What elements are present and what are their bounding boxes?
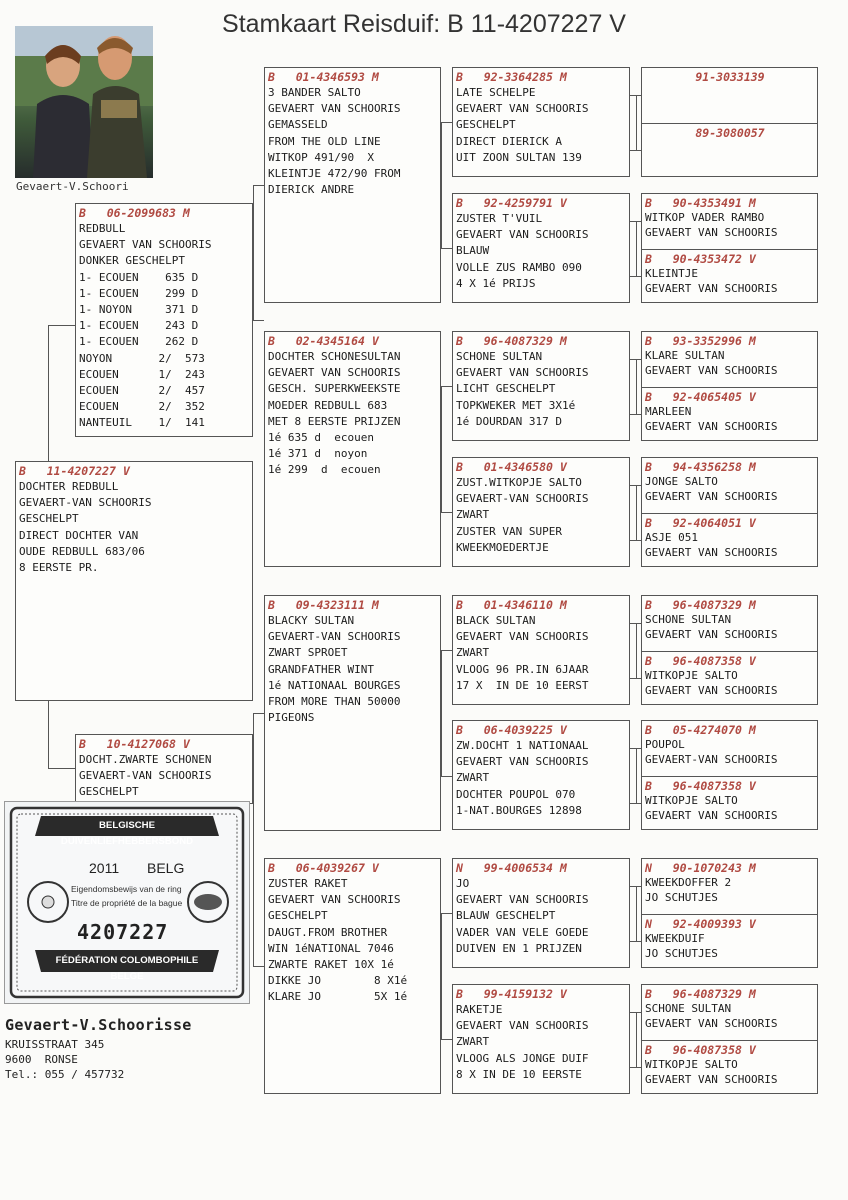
pedigree-line: WITKOPJE SALTO (645, 794, 738, 807)
pedigree-half-bottom (645, 917, 815, 961)
ring-number: B 96-4087329 M (645, 987, 756, 1001)
pedigree-line: 1é NATIONAAL BOURGES (268, 678, 401, 692)
owner-tel: Tel.: 055 / 457732 (5, 1068, 125, 1081)
connector-line (441, 776, 452, 777)
pedigree-half-top (645, 70, 815, 85)
ggg-parent-box (641, 595, 818, 705)
pedigree-line: GESCHELPT (268, 909, 328, 923)
connector-line (630, 414, 641, 415)
ring-number: B 96-4087358 V (645, 1043, 756, 1057)
pedigree-line: GEVAERT VAN SCHOORIS (645, 225, 778, 239)
pedigree-half-bottom (645, 126, 815, 141)
grandparent-box (264, 858, 441, 1094)
pedigree-half-bottom (645, 516, 815, 560)
pedigree-line: ZWART (456, 508, 490, 522)
ring-number: B 01-4346593 M (268, 70, 379, 84)
pedigree-half-bottom (645, 390, 815, 434)
connector-line (636, 221, 637, 276)
connector-line (441, 386, 442, 512)
connector-line (630, 150, 641, 151)
pedigree-line: GEVAERT-VAN SCHOORIS (79, 769, 212, 783)
pedigree-half-top (645, 598, 815, 642)
pedigree-line: SCHONE SULTAN (645, 1002, 732, 1015)
connector-line (441, 650, 452, 651)
pedigree-half-bottom (645, 1043, 815, 1087)
pedigree-line: FROM THE OLD LINE (268, 134, 381, 148)
connector-line (630, 803, 641, 804)
pedigree-line: VOLLE ZUS RAMBO 090 (456, 260, 582, 274)
connector-line (253, 185, 254, 321)
ring-card-top: BELGISCHE DUIVENLIEFHEBBERSBOND (60, 820, 194, 847)
subject-box (15, 461, 253, 701)
connector-line (636, 886, 637, 941)
ring-number: B 94-4356258 M (645, 460, 756, 474)
connector-line (441, 512, 452, 513)
pedigree-line: GRANDFATHER WINT (268, 662, 374, 676)
pedigree-line: DOCHTER POUPOL 070 (456, 787, 576, 801)
ring-number: B 92-3364285 M (456, 70, 567, 84)
pedigree-line: PIGEONS (268, 711, 315, 725)
connector-line (630, 941, 641, 942)
pedigree-half-top (645, 460, 815, 504)
ring-number: B 96-4087358 V (645, 779, 756, 793)
pedigree-line: WITKOP VADER RAMBO (645, 211, 765, 224)
great-grandparent-box (452, 858, 630, 968)
pedigree-line: BLAUW (456, 244, 490, 258)
pedigree-line: 17 X IN DE 10 EERST (456, 678, 589, 692)
ring-number: N 99-4006534 M (456, 861, 567, 875)
pedigree-line: MET 8 EERSTE PRIJZEN (268, 414, 401, 428)
pedigree-line: GEVAERT VAN SCHOORIS (456, 366, 589, 380)
pedigree-line: DIRECT DOCHTER VAN (19, 528, 139, 542)
ring-number: B 10-4127068 V (79, 737, 190, 751)
ring-card-bottom: FÉDÉRATION COLOMBOPHILE BELGE (55, 955, 199, 982)
pedigree-line: REDBULL (79, 222, 126, 235)
ggg-parent-box (641, 457, 818, 567)
ring-card-number: 4207227 (77, 920, 169, 944)
connector-line (630, 276, 641, 277)
great-grandparent-box (452, 457, 630, 567)
pedigree-line: DONKER GESCHELPT (79, 254, 185, 268)
box-divider (641, 776, 817, 777)
pedigree-line: LICHT GESCHELPT (456, 382, 556, 396)
pedigree-line: KWEEKMOEDERTJE (456, 540, 549, 554)
pedigree-line: KLEINTJE (645, 267, 698, 280)
pedigree-line: VADER VAN VELE GOEDE (456, 925, 589, 939)
box-divider (641, 249, 817, 250)
connector-line (48, 701, 49, 769)
pedigree-line: ZWART SPROET (268, 646, 348, 660)
owner-city: 9600 RONSE (5, 1053, 78, 1066)
pedigree-line: KWEEKDOFFER 2 (645, 876, 732, 889)
pedigree-line: GEVAERT VAN SCHOORIS (645, 419, 778, 433)
pedigree-line: ZUSTER RAKET (268, 877, 348, 890)
connector-line (441, 1039, 452, 1040)
grandparent-box (264, 595, 441, 831)
connector-line (636, 95, 637, 150)
pedigree-line: GESCHELPT (456, 118, 516, 132)
ring-number: B 06-2099683 M (79, 206, 190, 220)
pedigree-line: ZUSTER T'VUIL (456, 212, 543, 225)
pedigree-line: 1é 635 d ecouen (268, 431, 374, 445)
pedigree-half-top (645, 334, 815, 378)
pedigree-line: DUIVEN EN 1 PRIJZEN (456, 941, 582, 955)
great-grandparent-box (452, 984, 630, 1094)
pedigree-line: WITKOP 491/90 X (268, 150, 374, 164)
father-box (75, 203, 253, 437)
box-divider (641, 513, 817, 514)
ring-number: N 92-4009393 V (645, 917, 756, 931)
pedigree-line: 1- ECOUEN 262 D (79, 335, 199, 349)
ring-number: 91-3033139 (695, 70, 765, 84)
pedigree-line: 4 X 1é PRIJS (456, 276, 536, 290)
ggg-parent-box (641, 720, 818, 830)
pedigree-line: ZWART (456, 646, 490, 660)
page-title: Stamkaart Reisduif: B 11-4207227 V (222, 10, 626, 38)
mother-box (75, 734, 253, 804)
box-divider (641, 651, 817, 652)
pedigree-line: GEVAERT VAN SCHOORIS (268, 102, 401, 116)
connector-line (253, 713, 254, 967)
great-grandparent-box (452, 67, 630, 177)
ggg-parent-box (641, 193, 818, 303)
ring-number: B 11-4207227 V (19, 464, 130, 478)
owner-street: KRUISSTRAAT 345 (5, 1038, 105, 1051)
pedigree-line: POUPOL (645, 738, 685, 751)
pedigree-line: ASJE 051 (645, 531, 698, 544)
connector-line (441, 122, 442, 248)
pedigree-line: GEVAERT VAN SCHOORIS (268, 366, 401, 380)
ring-card-country: BELG (147, 860, 185, 876)
ring-number: 89-3080057 (695, 126, 765, 140)
owner-name: Gevaert-V.Schoorisse (5, 1016, 192, 1034)
pedigree-line: GEVAERT VAN SCHOORIS (645, 545, 778, 559)
pedigree-line: GEVAERT VAN SCHOORIS (456, 1019, 589, 1033)
pedigree-line: GEVAERT VAN SCHOORIS (645, 808, 778, 822)
ring-card (4, 801, 250, 1004)
ring-number: N 90-1070243 M (645, 861, 756, 875)
pedigree-line: GEVAERT VAN SCHOORIS (645, 363, 778, 377)
pedigree-line: BLACKY SULTAN (268, 614, 355, 627)
pedigree-line: GEVAERT VAN SCHOORIS (645, 489, 778, 503)
pedigree-line: WIN 1éNATIONAL 7046 (268, 941, 394, 955)
pedigree-line: GESCH. SUPERKWEEKSTE (268, 382, 401, 396)
great-grandparent-box (452, 193, 630, 303)
pedigree-half-top (645, 723, 815, 767)
pedigree-line: KLARE JO 5X 1é (268, 990, 408, 1004)
box-divider (641, 387, 817, 388)
ring-number: B 05-4274070 M (645, 723, 756, 737)
pedigree-line: GEVAERT VAN SCHOORIS (645, 683, 778, 697)
pedigree-half-top (645, 861, 815, 905)
pedigree-line: UIT ZOON SULTAN 139 (456, 150, 582, 164)
ggg-parent-box (641, 67, 818, 177)
pedigree-line: GEMASSELD (268, 118, 328, 132)
pedigree-line: ZUST.WITKOPJE SALTO (456, 476, 582, 489)
ring-number: B 01-4346110 M (456, 598, 567, 612)
connector-line (48, 325, 75, 326)
pedigree-line: DOCHTER REDBULL (19, 480, 119, 493)
pedigree-line: GEVAERT-VAN SCHOORIS (645, 752, 778, 766)
connector-line (253, 320, 264, 321)
pedigree-half-bottom (645, 654, 815, 698)
connector-line (636, 485, 637, 540)
pedigree-line: ECOUEN 2/ 352 (79, 400, 205, 414)
ring-number: B 92-4259791 V (456, 196, 567, 210)
pedigree-line: ZWART (456, 771, 490, 785)
pedigree-line: DOCHT.ZWARTE SCHONEN (79, 753, 212, 766)
ring-card-prop1: Eigendomsbewijs van de ring (71, 884, 182, 894)
ring-number: B 06-4039267 V (268, 861, 379, 875)
pedigree-line: SCHONE SULTAN (456, 350, 543, 363)
pedigree-line: ECOUEN 1/ 243 (79, 367, 205, 381)
ring-number: B 93-3352996 M (645, 334, 756, 348)
pedigree-line: VLOOG 96 PR.IN 6JAAR (456, 662, 589, 676)
box-divider (641, 123, 817, 124)
pedigree-line: ZWART (456, 1035, 490, 1049)
connector-line (441, 122, 452, 123)
ring-number: B 96-4087358 V (645, 654, 756, 668)
pedigree-half-top (645, 987, 815, 1031)
pedigree-line: KWEEKDUIF (645, 932, 705, 945)
pedigree-line: NANTEUIL 1/ 141 (79, 416, 205, 430)
pedigree-line: VLOOG ALS JONGE DUIF (456, 1051, 589, 1065)
pedigree-line: DIKKE JO 8 X1é (268, 974, 408, 988)
pedigree-line: 1- NOYON 371 D (79, 303, 199, 317)
pedigree-line: NOYON 2/ 573 (79, 351, 205, 365)
pedigree-line: GEVAERT VAN SCHOORIS (645, 627, 778, 641)
pedigree-line: ECOUEN 2/ 457 (79, 384, 205, 398)
pedigree-line: DIERICK ANDRE (268, 183, 355, 197)
connector-line (636, 1012, 637, 1067)
pedigree-line: KLEINTJE 472/90 FROM (268, 167, 401, 181)
pedigree-line: GEVAERT VAN SCHOORIS (645, 1072, 778, 1086)
pedigree-half-bottom (645, 779, 815, 823)
pedigree-line: GEVAERT VAN SCHOORIS (456, 630, 589, 644)
connector-line (441, 248, 452, 249)
pedigree-line: 1- ECOUEN 243 D (79, 319, 199, 333)
pedigree-line: GEVAERT VAN SCHOORIS (645, 281, 778, 295)
pedigree-line: GEVAERT VAN SCHOORIS (456, 893, 589, 907)
ring-number: B 92-4065405 V (645, 390, 756, 404)
pedigree-line: 1- ECOUEN 299 D (79, 286, 199, 300)
pedigree-line: SCHONE SULTAN (645, 613, 732, 626)
pedigree-line: JO SCHUTJES (645, 946, 718, 960)
owner-photo (15, 26, 153, 178)
pedigree-line: DAUGT.FROM BROTHER (268, 925, 388, 939)
pedigree-line: GESCHELPT (19, 512, 79, 526)
pedigree-line: 1é 299 d ecouen (268, 463, 381, 477)
pedigree-line: 1- ECOUEN 635 D (79, 270, 199, 284)
pedigree-line: BLAUW GESCHELPT (456, 909, 556, 923)
pedigree-line: TOPKWEKER MET 3X1é (456, 398, 576, 412)
grandparent-box (264, 67, 441, 303)
pedigree-line: GEVAERT VAN SCHOORIS (645, 1016, 778, 1030)
ring-number: B 06-4039225 V (456, 723, 567, 737)
pedigree-line: GEVAERT-VAN SCHOORIS (19, 496, 152, 510)
connector-line (636, 623, 637, 678)
pedigree-line: ZWARTE RAKET 10X 1é (268, 958, 394, 972)
pedigree-line: ZUSTER VAN SUPER (456, 524, 562, 538)
pedigree-line: GEVAERT VAN SCHOORIS (79, 238, 212, 252)
pedigree-line: 1é DOURDAN 317 D (456, 414, 562, 428)
ring-number: B 90-4353472 V (645, 252, 756, 266)
box-divider (641, 1040, 817, 1041)
pedigree-line: BLACK SULTAN (456, 614, 536, 627)
ring-number: B 99-4159132 V (456, 987, 567, 1001)
pedigree-line: OUDE REDBULL 683/06 (19, 544, 145, 558)
connector-line (253, 713, 264, 714)
great-grandparent-box (452, 595, 630, 705)
connector-line (48, 325, 49, 461)
photo-caption: Gevaert-V.Schoori (16, 180, 129, 193)
great-grandparent-box (452, 720, 630, 830)
connector-line (441, 650, 442, 776)
pedigree-line: GEVAERT VAN SCHOORIS (456, 755, 589, 769)
connector-line (441, 913, 442, 1039)
connector-line (441, 386, 452, 387)
connector-line (48, 768, 75, 769)
pedigree-line: GEVAERT VAN SCHOORIS (456, 228, 589, 242)
connector-line (253, 966, 264, 967)
pedigree-line: KLARE SULTAN (645, 349, 725, 362)
pedigree-line: 1é 371 d noyon (268, 447, 368, 461)
pedigree-line: 8 X IN DE 10 EERSTE (456, 1067, 582, 1081)
grandparent-box (264, 331, 441, 567)
pedigree-line: 8 EERSTE PR. (19, 561, 99, 575)
connector-line (630, 1067, 641, 1068)
ring-number: B 96-4087329 M (645, 598, 756, 612)
great-grandparent-box (452, 331, 630, 441)
connector-line (441, 913, 452, 914)
pedigree-line: JONGE SALTO (645, 475, 718, 488)
pedigree-line: GEVAERT-VAN SCHOORIS (456, 492, 589, 506)
pedigree-line: WITKOPJE SALTO (645, 669, 738, 682)
pedigree-line: 3 BANDER SALTO (268, 86, 361, 99)
pedigree-line: RAKETJE (456, 1003, 503, 1016)
connector-line (253, 185, 264, 186)
pedigree-line: ZW.DOCHT 1 NATIONAAL (456, 739, 589, 752)
pedigree-line: MOEDER REDBULL 683 (268, 398, 388, 412)
pedigree-line: DOCHTER SCHONESULTAN (268, 350, 401, 363)
ring-number: B 96-4087329 M (456, 334, 567, 348)
pedigree-line: WITKOPJE SALTO (645, 1058, 738, 1071)
ggg-parent-box (641, 331, 818, 441)
connector-line (636, 748, 637, 803)
ring-number: B 92-4064051 V (645, 516, 756, 530)
ring-card-year: 2011 (89, 860, 120, 876)
ring-number: B 09-4323111 M (268, 598, 379, 612)
ggg-parent-box (641, 858, 818, 968)
ggg-parent-box (641, 984, 818, 1094)
pedigree-line: GESCHELPT (79, 785, 139, 799)
pedigree-line: FROM MORE THAN 50000 (268, 695, 401, 709)
ring-number: B 02-4345164 V (268, 334, 379, 348)
pedigree-line: LATE SCHELPE (456, 86, 536, 99)
connector-line (636, 359, 637, 414)
pedigree-line: DIRECT DIERICK A (456, 134, 562, 148)
pedigree-line: MARLEEN (645, 405, 692, 418)
pedigree-line: JO SCHUTJES (645, 890, 718, 904)
ring-number: B 01-4346580 V (456, 460, 567, 474)
pedigree-half-top (645, 196, 815, 240)
connector-line (630, 678, 641, 679)
pedigree-half-bottom (645, 252, 815, 296)
owner-block (5, 1016, 192, 1082)
connector-line (630, 540, 641, 541)
pedigree-line: GEVAERT VAN SCHOORIS (268, 893, 401, 907)
pedigree-line: JO (456, 877, 470, 890)
ring-number: B 90-4353491 M (645, 196, 756, 210)
ring-card-prop2: Titre de propriété de la bague (71, 898, 183, 908)
pedigree-line: GEVAERT VAN SCHOORIS (456, 102, 589, 116)
box-divider (641, 914, 817, 915)
pedigree-line: 1-NAT.BOURGES 12898 (456, 803, 582, 817)
pedigree-line: GEVAERT-VAN SCHOORIS (268, 630, 401, 644)
